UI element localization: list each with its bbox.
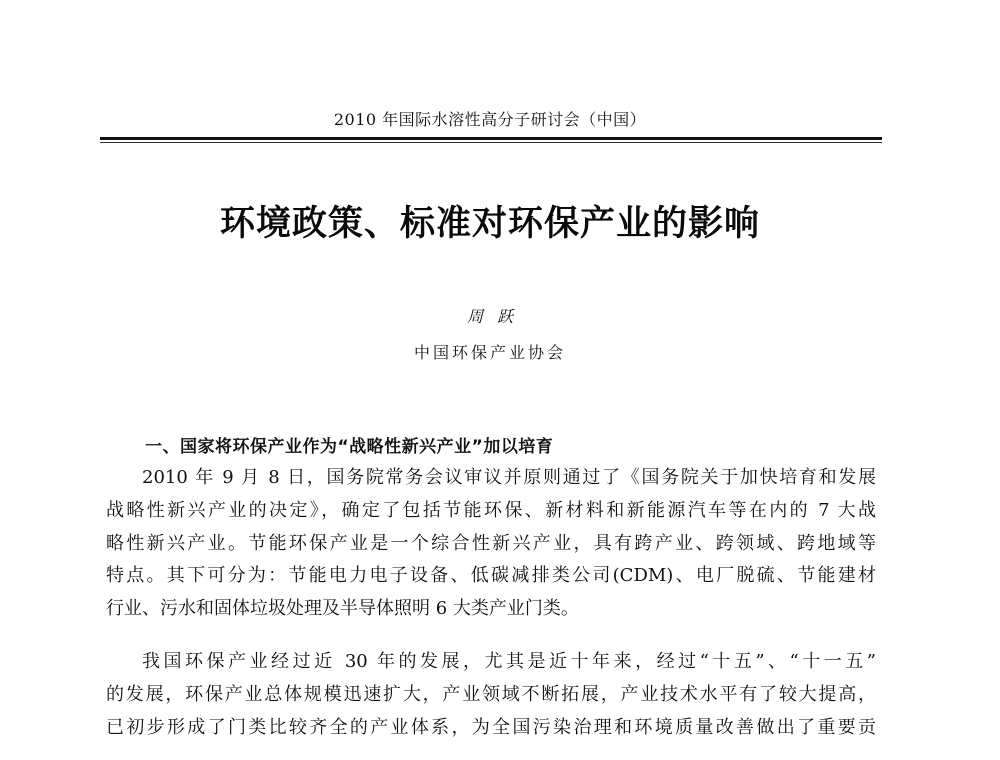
- running-header: 2010 年国际水溶性高分子研讨会（中国）: [333, 110, 647, 129]
- article-title: 环境政策、标准对环保产业的影响: [219, 204, 760, 244]
- header-rule: [100, 137, 882, 140]
- paragraph-line: 特点。其下可分为：节能电力电子设备、低碳减排类公司(CDM)、电厂脱硫、节能建材: [106, 565, 876, 587]
- paragraph-line: 2010 年 9 月 8 日，国务院常务会议审议并原则通过了《国务院关于加快培育和发展: [142, 467, 876, 488]
- paragraph-line: 的发展，环保产业总体规模迅速扩大，产业领域不断拓展，产业技术水平有了较大提高，: [106, 683, 876, 705]
- paragraph-line: 我国环保产业经过近 30 年的发展，尤其是近十年来，经过“十五”、“十一五”: [142, 651, 876, 672]
- section-heading: 一、国家将环保产业作为“战略性新兴产业”加以培育: [145, 437, 554, 457]
- body-paragraph: [106, 646, 876, 744]
- paragraph-line: 已初步形成了门类比较齐全的产业体系，为全国污染治理和环境质量改善做出了重要贡: [106, 716, 876, 738]
- paragraph-line: 略性新兴产业。节能环保产业是一个综合性新兴产业，具有跨产业、跨领域、跨地域等: [106, 532, 876, 554]
- article-affiliation: 中国环保产业协会: [413, 343, 566, 362]
- paragraph-line: 行业、污水和固体垃圾处理及半导体照明 6 大类产业门类。: [106, 598, 579, 620]
- body-paragraph: [106, 462, 876, 626]
- header-rule-secondary: [100, 142, 882, 143]
- article-author: 周跃: [466, 307, 527, 326]
- paragraph-line: 战略性新兴产业的决定》，确定了包括节能环保、新材料和新能源汽车等在内的 7 大战: [106, 499, 876, 521]
